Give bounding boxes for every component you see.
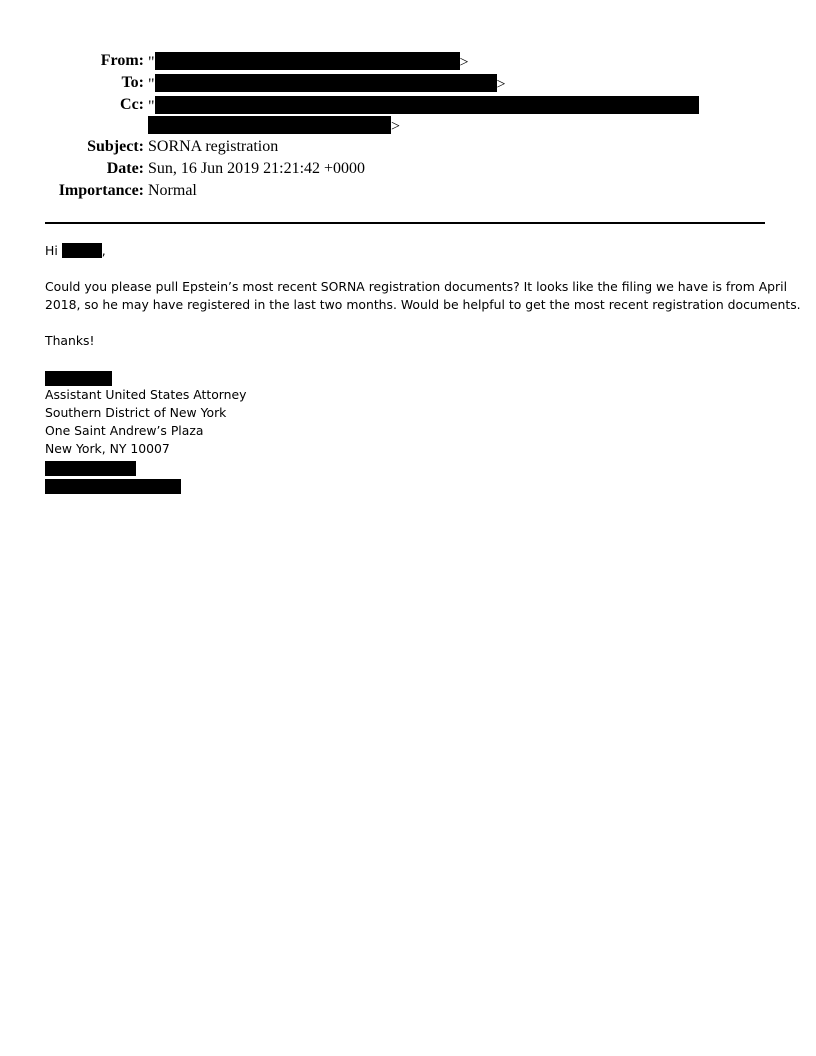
greeting: Hi [45, 243, 58, 258]
to-label: To: [121, 74, 144, 91]
cc-value [148, 96, 699, 116]
header-divider [45, 222, 765, 224]
cc-row [0, 96, 816, 118]
subject-label: Subject: [87, 138, 144, 155]
from-bracket: > [459, 54, 469, 71]
importance-value: Normal [148, 182, 197, 199]
greeting-line [45, 242, 106, 260]
paragraph-line-2: 2018, so he may have registered in the last two months. Would be helpful to get the most recent registration documents. [45, 297, 801, 312]
cc-bracket: > [391, 118, 401, 135]
date-row [0, 160, 816, 182]
importance-label: Importance: [58, 182, 144, 199]
to-quote: " [148, 76, 155, 93]
subject-value: SORNA registration [148, 138, 279, 155]
signature-address-1: One Saint Andrew’s Plaza [45, 423, 204, 438]
paragraph-line-1: Could you please pull Epstein’s most recent SORNA registration documents? It looks like the filing we have is from April [45, 279, 788, 294]
closing: Thanks! [45, 333, 95, 348]
cc-row-continued [0, 116, 816, 138]
to-value [148, 74, 506, 94]
redaction-block [62, 243, 102, 258]
signature-address-2: New York, NY 10007 [45, 441, 170, 456]
greeting-comma: , [101, 243, 106, 258]
redaction-block [148, 116, 391, 134]
cc-label: Cc: [120, 96, 144, 113]
date-label: Date: [106, 160, 144, 177]
signature-title: Assistant United States Attorney [45, 387, 247, 402]
importance-row [0, 182, 816, 204]
from-row [0, 52, 816, 74]
redaction-block [155, 74, 497, 92]
to-row [0, 74, 816, 96]
date-value: Sun, 16 Jun 2019 21:21:42 +0000 [148, 160, 366, 177]
cc-value-continued [148, 116, 400, 136]
signature-name-redaction [45, 371, 112, 386]
subject-row [0, 138, 816, 160]
to-bracket: > [496, 76, 506, 93]
signature-email-redaction [45, 479, 181, 494]
redaction-block [155, 96, 699, 114]
redaction-block [155, 52, 460, 70]
signature-office: Southern District of New York [45, 405, 227, 420]
cc-quote: " [148, 98, 155, 115]
from-value [148, 52, 469, 72]
from-label: From: [100, 52, 144, 69]
signature-phone-redaction [45, 461, 136, 476]
from-quote: " [148, 54, 155, 71]
